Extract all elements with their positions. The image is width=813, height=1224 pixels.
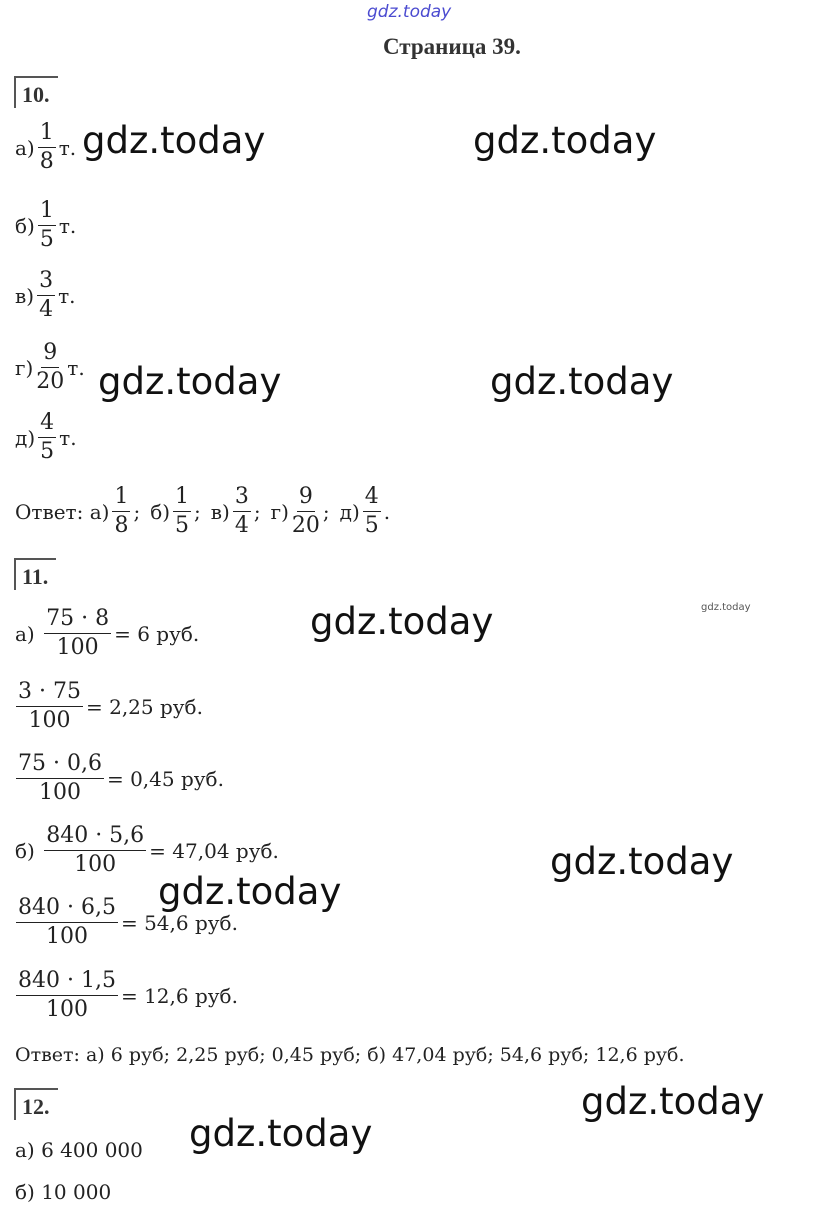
task-10-item-v: в) $\frac{3}{4}$ т. (15, 268, 76, 322)
watermark: gdz.today (473, 119, 657, 162)
task-11-line-3: $\frac{75 \cdot 0,6}{100}$ = 0,45 руб. (18, 751, 224, 805)
task-11-line-5: $\frac{840 \cdot 6,5}{100}$ = 54,6 руб. (18, 895, 238, 949)
task-10-item-d: д) $\frac{4}{5}$ т. (15, 410, 77, 464)
fraction: $\frac{1}{8}$ (39, 120, 54, 174)
fraction: $\frac{4}{5}$ (40, 410, 55, 464)
fraction: $\frac{1}{5}$ (39, 198, 54, 252)
task-11-line-4: б) $\frac{840 \cdot 5,6}{100}$ = 47,04 руб. (15, 823, 279, 877)
task-12-number: 12. (14, 1088, 58, 1120)
watermark-small: gdz.today (701, 602, 751, 613)
task-12-line-b: б) 10 000 (15, 1180, 112, 1204)
fraction: $\frac{840 \cdot 6,5}{100}$ (18, 895, 116, 949)
page-title: Страница 39. (383, 34, 521, 59)
watermark: gdz.today (310, 600, 494, 643)
watermark: gdz.today (189, 1112, 373, 1155)
watermark: gdz.today (581, 1080, 765, 1123)
answer-prefix: Ответ: (15, 499, 84, 524)
task-10-answer: Ответ: а) $\frac{1}{8}$ ; б) $\frac{1}{5}$ ; в) $\frac{3}{4}$ ; г) $\frac{9}{20}$ ; д) $\frac{4}{5}$ . (15, 484, 391, 538)
task-10-item-b: б) $\frac{1}{5}$ т. (15, 198, 77, 252)
task-11-line-1: а) $\frac{75 \cdot 8}{100}$ = 6 руб. (15, 606, 200, 660)
fraction: $\frac{840 \cdot 1,5}{100}$ (18, 968, 116, 1022)
watermark: gdz.today (158, 870, 342, 913)
fraction: $\frac{840 \cdot 5,6}{100}$ (46, 823, 145, 877)
task-11-answer: Ответ: а) 6 руб; 2,25 руб; 0,45 руб; б) 47,04 руб; 54,6 руб; 12,6 руб. (15, 1044, 685, 1066)
watermark: gdz.today (82, 119, 266, 162)
fraction: $\frac{75 \cdot 8}{100}$ (46, 606, 110, 660)
task-10-item-a (15, 122, 76, 173)
unit: т. (58, 135, 77, 160)
fraction: $\frac{9}{20}$ (36, 340, 65, 394)
fraction: $\frac{3 \cdot 75}{100}$ (18, 679, 81, 733)
task-11-number: 11. (14, 558, 56, 590)
task-12-line-a: а) 6 400 000 (15, 1138, 143, 1162)
watermark: gdz.today (550, 840, 734, 883)
watermark: gdz.today (98, 360, 282, 403)
task-11-line-6: $\frac{840 \cdot 1,5}{100}$ = 12,6 руб. (18, 968, 238, 1022)
task-11-line-2: $\frac{3 \cdot 75}{100}$ = 2,25 руб. (18, 679, 203, 733)
fraction: $\frac{75 \cdot 0,6}{100}$ (18, 751, 102, 805)
watermark: gdz.today (490, 360, 674, 403)
task-10-item-g: г) $\frac{9}{20}$ т. (15, 340, 85, 394)
task-10-number: 10. (14, 76, 58, 108)
fraction: $\frac{3}{4}$ (39, 268, 54, 322)
site-header-link[interactable]: gdz.today (367, 2, 452, 22)
item-label: а) (15, 135, 35, 160)
